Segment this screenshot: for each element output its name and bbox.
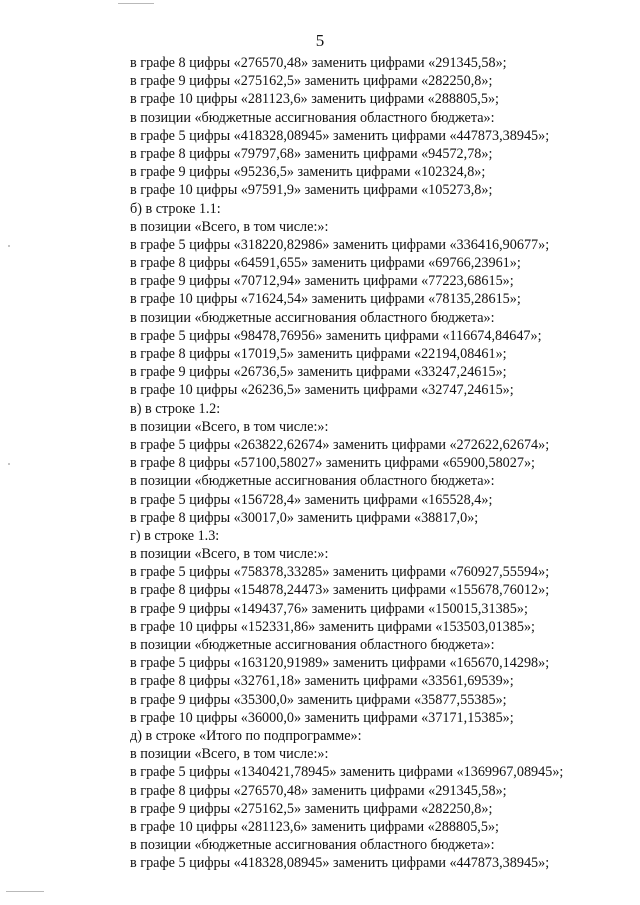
- text-line: в графе 5 цифры «98478,76956» заменить цифрами «116674,84647»;: [130, 327, 542, 344]
- scan-artifact-dot: [8, 245, 10, 247]
- text-line: в графе 10 цифры «152331,86» заменить цифрами «153503,01385»;: [130, 618, 535, 635]
- text-line: в позиции «Всего, в том числе:»:: [130, 746, 329, 763]
- text-line: в графе 9 цифры «95236,5» заменить цифрами «102324,8»;: [130, 164, 486, 181]
- text-line: в графе 9 цифры «35300,0» заменить цифрами «35877,55385»;: [130, 691, 507, 708]
- text-line: в графе 9 цифры «275162,5» заменить цифрами «282250,8»;: [130, 73, 493, 90]
- text-line: в графе 8 цифры «276570,48» заменить цифрами «291345,58»;: [130, 55, 507, 71]
- text-line: в позиции «бюджетные ассигнования областного бюджета»:: [130, 473, 495, 490]
- text-line: в графе 5 цифры «163120,91989» заменить цифрами «165670,14298»;: [130, 655, 550, 672]
- text-line: в графе 8 цифры «17019,5» заменить цифрами «22194,08461»;: [130, 346, 507, 362]
- text-line: в позиции «Всего, в том числе:»:: [130, 418, 329, 435]
- text-line: в графе 9 цифры «275162,5» заменить цифрами «282250,8»;: [130, 800, 493, 817]
- text-line: в графе 5 цифры «156728,4» заменить цифрами «165528,4»;: [130, 491, 493, 508]
- text-line: в графе 5 цифры «263822,62674» заменить цифрами «272622,62674»;: [130, 436, 550, 453]
- text-line: в позиции «бюджетные ассигнования областного бюджета»:: [130, 309, 495, 326]
- text-line: в графе 8 цифры «276570,48» заменить цифрами «291345,58»;: [130, 782, 507, 799]
- text-line: в графе 5 цифры «318220,82986» заменить цифрами «336416,90677»;: [130, 236, 550, 253]
- section-heading: б) в строке 1.1:: [130, 200, 221, 217]
- text-line: в графе 9 цифры «70712,94» заменить цифрами «77223,68615»;: [130, 273, 514, 290]
- text-line: в графе 5 цифры «418328,08945» заменить цифрами «447873,38945»;: [130, 127, 550, 144]
- text-line: в графе 9 цифры «26736,5» заменить цифрами «33247,24615»;: [130, 364, 507, 381]
- text-line: в позиции «бюджетные ассигнования областного бюджета»:: [130, 837, 495, 854]
- text-line: в графе 8 цифры «32761,18» заменить цифрами «33561,69539»;: [130, 673, 514, 690]
- text-line: в графе 8 цифры «79797,68» заменить цифрами «94572,78»;: [130, 145, 493, 162]
- section-heading: в) в строке 1.2:: [130, 400, 221, 417]
- text-line: в позиции «бюджетные ассигнования областного бюджета»:: [130, 109, 495, 126]
- section-heading: д) в строке «Итого по подпрограмме»:: [130, 727, 362, 744]
- text-line: в графе 9 цифры «149437,76» заменить цифрами «150015,31385»;: [130, 600, 528, 617]
- text-line: в графе 8 цифры «57100,58027» заменить цифрами «65900,58027»;: [130, 455, 535, 472]
- text-line: в графе 10 цифры «26236,5» заменить цифрами «32747,24615»;: [130, 382, 514, 399]
- scan-artifact-dot: [8, 463, 10, 465]
- text-line: в графе 10 цифры «281123,6» заменить цифрами «288805,5»;: [130, 91, 499, 108]
- text-line: в графе 8 цифры «154878,24473» заменить цифрами «155678,76012»;: [130, 582, 550, 599]
- text-line: в графе 5 цифры «418328,08945» заменить цифрами «447873,38945»;: [130, 855, 550, 872]
- text-line: в графе 5 цифры «1340421,78945» заменить цифрами «1369967,08945»;: [130, 764, 564, 781]
- text-line: в графе 10 цифры «36000,0» заменить цифрами «37171,15385»;: [130, 709, 514, 726]
- scan-artifact-top: [118, 3, 154, 4]
- scan-artifact-bottom: [6, 891, 44, 892]
- text-line: в графе 10 цифры «97591,9» заменить цифрами «105273,8»;: [130, 182, 493, 199]
- page-number: 5: [315, 31, 325, 50]
- section-heading: г) в строке 1.3:: [130, 527, 220, 544]
- amendment-text: [130, 54, 630, 872]
- text-line: в графе 5 цифры «758378,33285» заменить цифрами «760927,55594»;: [130, 564, 550, 581]
- text-line: в графе 10 цифры «71624,54» заменить цифрами «78135,28615»;: [130, 291, 521, 308]
- text-line: в графе 10 цифры «281123,6» заменить цифрами «288805,5»;: [130, 818, 499, 835]
- text-line: в позиции «Всего, в том числе:»:: [130, 218, 329, 235]
- text-line: в графе 8 цифры «30017,0» заменить цифрами «38817,0»;: [130, 509, 479, 526]
- text-line: в графе 8 цифры «64591,655» заменить цифрами «69766,23961»;: [130, 255, 521, 272]
- text-line: в позиции «Всего, в том числе:»:: [130, 546, 329, 563]
- text-line: в позиции «бюджетные ассигнования областного бюджета»:: [130, 637, 495, 653]
